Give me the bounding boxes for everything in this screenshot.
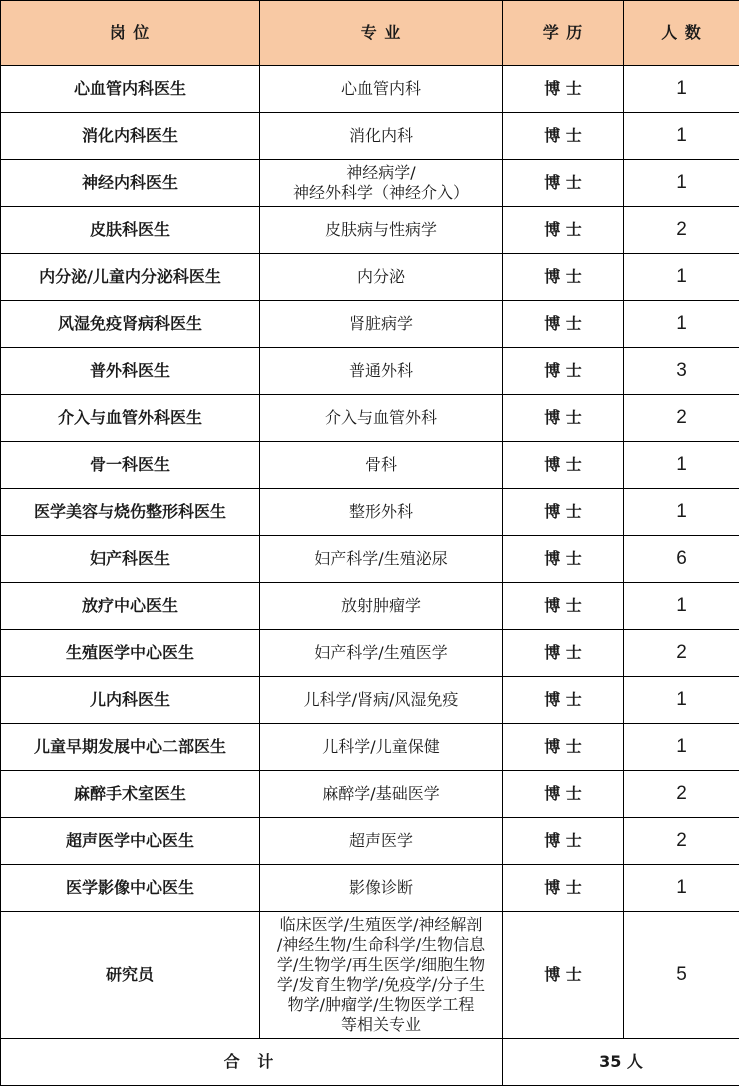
header-position: 岗 位	[1, 1, 260, 66]
cell-position: 儿内科医生	[1, 677, 260, 724]
cell-position: 神经内科医生	[1, 160, 260, 207]
cell-position: 内分泌/儿童内分泌科医生	[1, 254, 260, 301]
cell-degree: 博 士	[503, 395, 624, 442]
cell-major: 介入与血管外科	[260, 395, 503, 442]
cell-major: 临床医学/生殖医学/神经解剖 /神经生物/生命科学/生物信息 学/生物学/再生医学/细胞生物 学/发育生物学/免疫学/分子生 物学/肿瘤学/生物医学工程 等相关专业	[260, 912, 503, 1039]
table-row	[1, 630, 739, 677]
table-row	[1, 348, 739, 395]
cell-major: 放射肿瘤学	[260, 583, 503, 630]
cell-position: 风湿免疫肾病科医生	[1, 301, 260, 348]
table-row	[1, 771, 739, 818]
cell-count: 2	[624, 818, 739, 865]
cell-count: 1	[624, 113, 739, 160]
cell-degree: 博 士	[503, 771, 624, 818]
cell-major: 儿科学/儿童保健	[260, 724, 503, 771]
cell-position: 生殖医学中心医生	[1, 630, 260, 677]
cell-position: 儿童早期发展中心二部医生	[1, 724, 260, 771]
table-row	[1, 489, 739, 536]
table-row	[1, 395, 739, 442]
cell-degree: 博 士	[503, 113, 624, 160]
table-row	[1, 113, 739, 160]
cell-degree: 博 士	[503, 66, 624, 113]
cell-major: 妇产科学/生殖泌尿	[260, 536, 503, 583]
cell-major: 神经病学/ 神经外科学（神经介入）	[260, 160, 503, 207]
table-row	[1, 301, 739, 348]
header-count: 人 数	[624, 1, 739, 66]
cell-position: 医学美容与烧伤整形科医生	[1, 489, 260, 536]
cell-position: 放疗中心医生	[1, 583, 260, 630]
header-row	[1, 1, 739, 66]
cell-count: 2	[624, 207, 739, 254]
table-row	[1, 818, 739, 865]
cell-count: 2	[624, 395, 739, 442]
table-row	[1, 724, 739, 771]
cell-count: 3	[624, 348, 739, 395]
cell-position: 妇产科医生	[1, 536, 260, 583]
cell-count: 1	[624, 66, 739, 113]
cell-count: 5	[624, 912, 739, 1039]
cell-major: 妇产科学/生殖医学	[260, 630, 503, 677]
header-degree: 学 历	[503, 1, 624, 66]
cell-major: 影像诊断	[260, 865, 503, 912]
table-row	[1, 442, 739, 489]
table-header	[1, 1, 739, 66]
cell-position: 医学影像中心医生	[1, 865, 260, 912]
cell-major: 儿科学/肾病/风湿免疫	[260, 677, 503, 724]
cell-degree: 博 士	[503, 724, 624, 771]
cell-major: 骨科	[260, 442, 503, 489]
cell-major: 皮肤病与性病学	[260, 207, 503, 254]
cell-count: 1	[624, 583, 739, 630]
cell-count: 1	[624, 489, 739, 536]
table-row	[1, 912, 739, 1039]
table-row	[1, 160, 739, 207]
cell-degree: 博 士	[503, 160, 624, 207]
cell-major: 普通外科	[260, 348, 503, 395]
table-body	[1, 66, 739, 1086]
cell-degree: 博 士	[503, 489, 624, 536]
table-row	[1, 254, 739, 301]
cell-major: 内分泌	[260, 254, 503, 301]
table-row	[1, 207, 739, 254]
table-row	[1, 66, 739, 113]
cell-degree: 博 士	[503, 912, 624, 1039]
cell-count: 1	[624, 677, 739, 724]
cell-position: 皮肤科医生	[1, 207, 260, 254]
cell-degree: 博 士	[503, 301, 624, 348]
cell-degree: 博 士	[503, 536, 624, 583]
cell-major: 超声医学	[260, 818, 503, 865]
cell-count: 6	[624, 536, 739, 583]
total-value: 35 人	[503, 1039, 739, 1086]
table-row	[1, 583, 739, 630]
header-major: 专 业	[260, 1, 503, 66]
cell-position: 普外科医生	[1, 348, 260, 395]
cell-count: 2	[624, 630, 739, 677]
cell-degree: 博 士	[503, 630, 624, 677]
total-row	[1, 1039, 739, 1086]
cell-position: 研究员	[1, 912, 260, 1039]
table-row	[1, 536, 739, 583]
cell-count: 1	[624, 301, 739, 348]
cell-degree: 博 士	[503, 865, 624, 912]
cell-count: 1	[624, 724, 739, 771]
cell-major: 消化内科	[260, 113, 503, 160]
table-row	[1, 865, 739, 912]
cell-degree: 博 士	[503, 677, 624, 724]
cell-degree: 博 士	[503, 254, 624, 301]
cell-position: 消化内科医生	[1, 113, 260, 160]
cell-position: 超声医学中心医生	[1, 818, 260, 865]
cell-count: 1	[624, 865, 739, 912]
cell-major: 肾脏病学	[260, 301, 503, 348]
cell-count: 1	[624, 442, 739, 489]
cell-degree: 博 士	[503, 207, 624, 254]
cell-degree: 博 士	[503, 583, 624, 630]
cell-major: 整形外科	[260, 489, 503, 536]
cell-major: 心血管内科	[260, 66, 503, 113]
cell-count: 1	[624, 160, 739, 207]
total-label: 合 计	[1, 1039, 503, 1086]
cell-position: 麻醉手术室医生	[1, 771, 260, 818]
cell-position: 骨一科医生	[1, 442, 260, 489]
cell-major: 麻醉学/基础医学	[260, 771, 503, 818]
cell-count: 1	[624, 254, 739, 301]
cell-degree: 博 士	[503, 348, 624, 395]
cell-degree: 博 士	[503, 442, 624, 489]
cell-position: 介入与血管外科医生	[1, 395, 260, 442]
cell-count: 2	[624, 771, 739, 818]
cell-degree: 博 士	[503, 818, 624, 865]
cell-position: 心血管内科医生	[1, 66, 260, 113]
table-row	[1, 677, 739, 724]
